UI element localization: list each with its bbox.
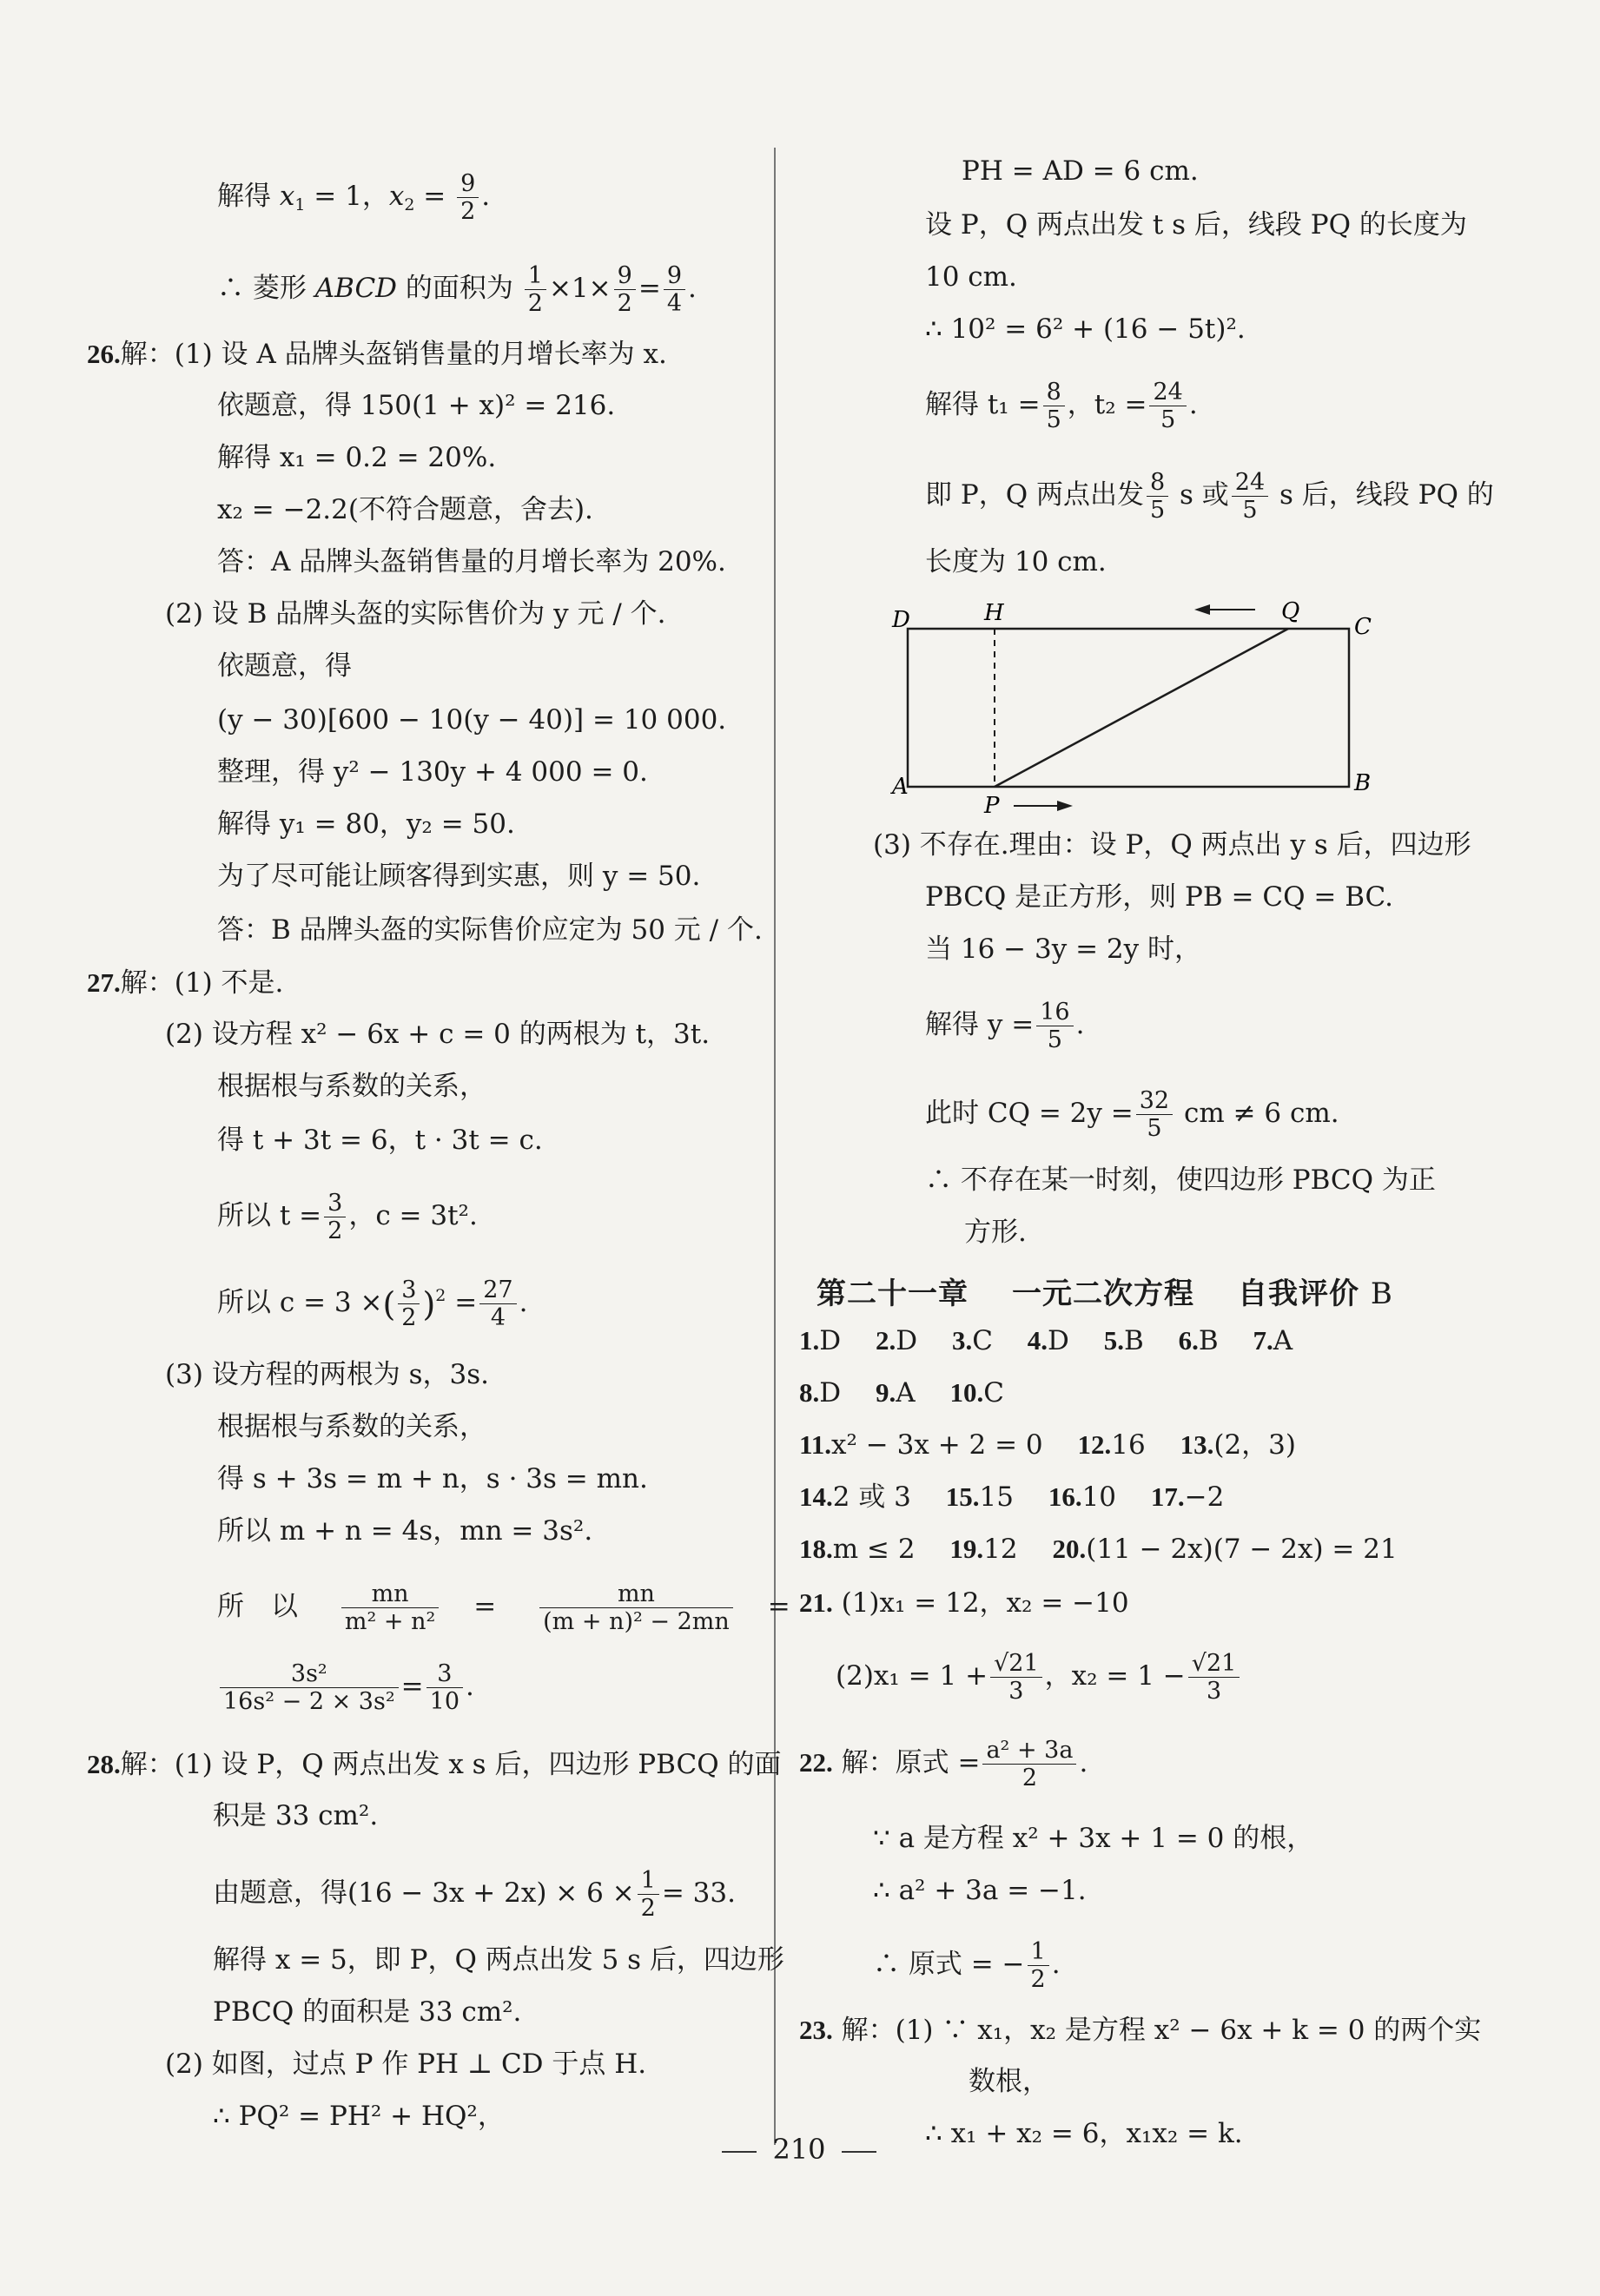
rectangle-abcd xyxy=(908,629,1349,787)
fraction: $\frac{mn}{\text{m² + n²}}$ xyxy=(341,1580,439,1635)
solution-line: ∴ x₁ + x₂ = 6，x₁x₂ = k. xyxy=(925,2118,1243,2149)
question-27: 27.解：(1) 不是. xyxy=(87,967,284,999)
label-b: B xyxy=(1354,770,1372,796)
fraction: $\frac{3}{2}$ xyxy=(324,1190,346,1244)
fraction: $\frac{9}{2}$ xyxy=(614,262,636,317)
solution-line: 解得 x₁ = 0.2 = 20%. xyxy=(217,442,497,473)
solution-line: 解得 $x_1 = 1$，$x_2$ = $\frac{9}{2}$ . xyxy=(217,170,491,226)
segment-pq xyxy=(995,629,1288,787)
fraction: $\frac{24}{5}$ xyxy=(1232,469,1268,524)
solution-line: 所以 m + n = 4s，mn = 3s². xyxy=(217,1515,593,1547)
solution-line: 由题意，得(16 − 3x + 2x) × 6 × $\frac{1}{2}$ = 33. xyxy=(213,1867,736,1923)
rectangle-figure xyxy=(890,597,1385,815)
fraction: $\frac{\text{a² + 3a}}{2}$ xyxy=(982,1737,1076,1791)
solution-line: 10 cm. xyxy=(925,261,1017,293)
solution-line: (3) 不存在.理由：设 P，Q 两点出 y s 后，四边形 xyxy=(873,829,1471,861)
fraction: $\frac{24}{5}$ xyxy=(1149,379,1186,433)
fraction: $\frac{8}{5}$ xyxy=(1043,379,1065,433)
solution-line: 答：A 品牌头盔销售量的月增长率为 20%. xyxy=(217,546,726,577)
question-26: 26.解：(1) 设 A 品牌头盔销售量的月增长率为 x. xyxy=(87,339,667,370)
solution-line: ∴ 原式 = − $\frac{1}{2}$ . xyxy=(873,1938,1061,1994)
solution-line: (2) 设 B 品牌头盔的实际售价为 y 元 / 个. xyxy=(165,598,666,630)
solution-line: 当 16 − 3y = 2y 时， xyxy=(925,934,1201,965)
solution-line: 根据根与系数的关系， xyxy=(217,1071,486,1102)
solution-line: 得 t + 3t = 6，t · 3t = c. xyxy=(217,1125,543,1156)
answer-21-part2: (2)x₁ = 1 + $\frac{√21}{3}$ ，x₂ = 1 − $\frac{√21}{3}$ xyxy=(836,1650,1242,1705)
answer-row: 11.x² − 3x + 2 = 0 12.16 13.(2，3) xyxy=(799,1429,1296,1461)
solution-line: 得 s + 3s = m + n，s · 3s = mn. xyxy=(217,1463,648,1494)
solution-line: 整理，得 y² − 130y + 4 000 = 0. xyxy=(217,756,648,788)
solution-line: 依题意，得 xyxy=(217,650,352,682)
arrow-left-icon xyxy=(1194,604,1210,615)
solution-line: PH = AD = 6 cm. xyxy=(962,155,1199,187)
solution-line: 依题意，得 150(1 + x)² = 216. xyxy=(217,390,616,421)
fraction: $\frac{16}{5}$ xyxy=(1036,999,1073,1053)
fraction: $\frac{√21}{3}$ xyxy=(1188,1650,1240,1705)
solution-line: 所 以 $\frac{mn}{\text{m² + n²}}$ = $\frac{mn}{\text{(m + n)² − 2mn}}$ = xyxy=(217,1580,790,1636)
solution-line: 即 P，Q 两点出发 $\frac{8}{5}$ s 或 $\frac{24}{5}$ s 后，线段 PQ 的 xyxy=(925,469,1494,525)
solution-line: PBCQ 是正方形，则 PB = CQ = BC. xyxy=(925,881,1394,913)
arrow-right-icon xyxy=(1057,801,1073,811)
solution-line: 设 P，Q 两点出发 t s 后，线段 PQ 的长度为 xyxy=(925,209,1467,241)
solution-line: 积是 33 cm². xyxy=(213,1800,379,1831)
fraction: $\frac{1}{2}$ xyxy=(525,262,546,317)
solution-line: (2) 设方程 x² − 6x + c = 0 的两根为 t，3t. xyxy=(165,1019,711,1050)
solution-line: ∴ a² + 3a = −1. xyxy=(873,1875,1087,1906)
fraction: $\frac{\text{3s²}}{\text{16s² − 2 × 3s²}}$ xyxy=(220,1660,399,1715)
solution-line: 解得 t₁ = $\frac{8}{5}$ ，t₂ = $\frac{24}{5}$ . xyxy=(925,379,1198,434)
fraction: $\frac{mn}{\text{(m + n)² − 2mn}}$ xyxy=(539,1580,733,1635)
solution-line: ∴ 不存在某一时刻，使四边形 PBCQ 为正 xyxy=(925,1164,1436,1196)
label-p: P xyxy=(984,793,1000,815)
fraction: $\frac{8}{5}$ xyxy=(1147,469,1168,524)
answer-row: 18.m ≤ 2 19.12 20.(11 − 2x)(7 − 2x) = 21 xyxy=(799,1534,1398,1565)
solution-line: 长度为 10 cm. xyxy=(925,546,1107,577)
answer-22: 22. 解：原式 = $\frac{\text{a² + 3a}}{2}$ . xyxy=(799,1737,1088,1792)
solution-line: 数根， xyxy=(969,2066,1049,2097)
fraction: $\frac{32}{5}$ xyxy=(1136,1087,1173,1142)
label-c: C xyxy=(1354,614,1372,640)
solution-line: 解得 y = $\frac{16}{5}$ . xyxy=(925,999,1085,1054)
solution-line: (2) 如图，过点 P 作 PH ⊥ CD 于点 H. xyxy=(165,2049,647,2080)
section-heading: 第二十一章 一元二次方程 自我评价 B xyxy=(817,1277,1393,1311)
fraction: $\frac{9}{2}$ xyxy=(457,170,479,225)
solution-line: ∵ a 是方程 x² + 3x + 1 = 0 的根， xyxy=(873,1823,1314,1854)
label-a: A xyxy=(892,774,909,800)
fraction: $\frac{27}{4}$ xyxy=(479,1277,516,1331)
solution-line: 答：B 品牌头盔的实际售价应定为 50 元 / 个. xyxy=(217,914,763,946)
solution-line: x₂ = −2.2(不符合题意，舍去). xyxy=(217,494,593,525)
column-divider xyxy=(774,148,776,2145)
fraction: $\frac{3}{2}$ xyxy=(398,1277,420,1331)
question-28: 28.解：(1) 设 P，Q 两点出发 x s 后，四边形 PBCQ 的面 xyxy=(87,1749,782,1780)
solution-line: 为了尽可能让顾客得到实惠，则 y = 50. xyxy=(217,861,701,892)
solution-line: 解得 x = 5，即 P，Q 两点出发 5 s 后，四边形 xyxy=(213,1944,784,1976)
fraction: $\frac{1}{2}$ xyxy=(1028,1938,1049,1993)
answer-row: 8.D 9.A 10.C xyxy=(799,1377,1004,1409)
page-number: 210 xyxy=(686,2133,912,2166)
solution-line: ∴ PQ² = PH² + HQ²， xyxy=(213,2101,505,2132)
answer-row: 1.D 2.D 3.C 4.D 5.B 6.B 7.A xyxy=(799,1325,1293,1356)
solution-line: 此时 CQ = 2y = $\frac{32}{5}$ cm ≠ 6 cm. xyxy=(925,1087,1339,1143)
label-d: D xyxy=(892,607,910,633)
solution-line: 所以 t = $\frac{3}{2}$ ，c = 3t². xyxy=(217,1190,478,1245)
solution-line: 方形. xyxy=(964,1217,1027,1248)
solution-line: ∴ 菱形 ABCD 的面积为 $\frac{1}{2}$ ×1× $\frac{9}{2}$ = $\frac{9}{4}$ . xyxy=(217,262,697,318)
solution-line: $\frac{\text{3s²}}{\text{16s² − 2 × 3s²}}$ = $\frac{3}{10}$ . xyxy=(217,1660,474,1715)
fraction: $\frac{√21}{3}$ xyxy=(990,1650,1042,1705)
solution-line: 所以 c = 3 ×( $\frac{3}{2}$ )$^2$ = $\frac{27}{4}$ . xyxy=(217,1277,528,1332)
answer-23: 23. 解：(1) ∵ x₁，x₂ 是方程 x² − 6x + k = 0 的两个实 xyxy=(799,2015,1482,2046)
label-q: Q xyxy=(1281,598,1300,624)
solution-line: ∴ 10² = 6² + (16 − 5t)². xyxy=(925,313,1246,345)
answer-row: 14.2 或 3 15.15 16.10 17.−2 xyxy=(799,1481,1225,1513)
fraction: $\frac{1}{2}$ xyxy=(638,1867,659,1922)
solution-line: (y − 30)[600 − 10(y − 40)] = 10 000. xyxy=(217,704,727,736)
fraction: $\frac{9}{4}$ xyxy=(664,262,685,317)
solution-line: 根据根与系数的关系， xyxy=(217,1411,486,1442)
answer-21: 21. (1)x₁ = 12，x₂ = −10 xyxy=(799,1587,1129,1619)
fraction: $\frac{3}{10}$ xyxy=(426,1660,463,1715)
solution-line: (3) 设方程的两根为 s，3s. xyxy=(165,1359,490,1390)
solution-line: PBCQ 的面积是 33 cm². xyxy=(213,1996,522,2028)
solution-line: 解得 y₁ = 80，y₂ = 50. xyxy=(217,808,515,840)
label-h: H xyxy=(984,600,1004,626)
